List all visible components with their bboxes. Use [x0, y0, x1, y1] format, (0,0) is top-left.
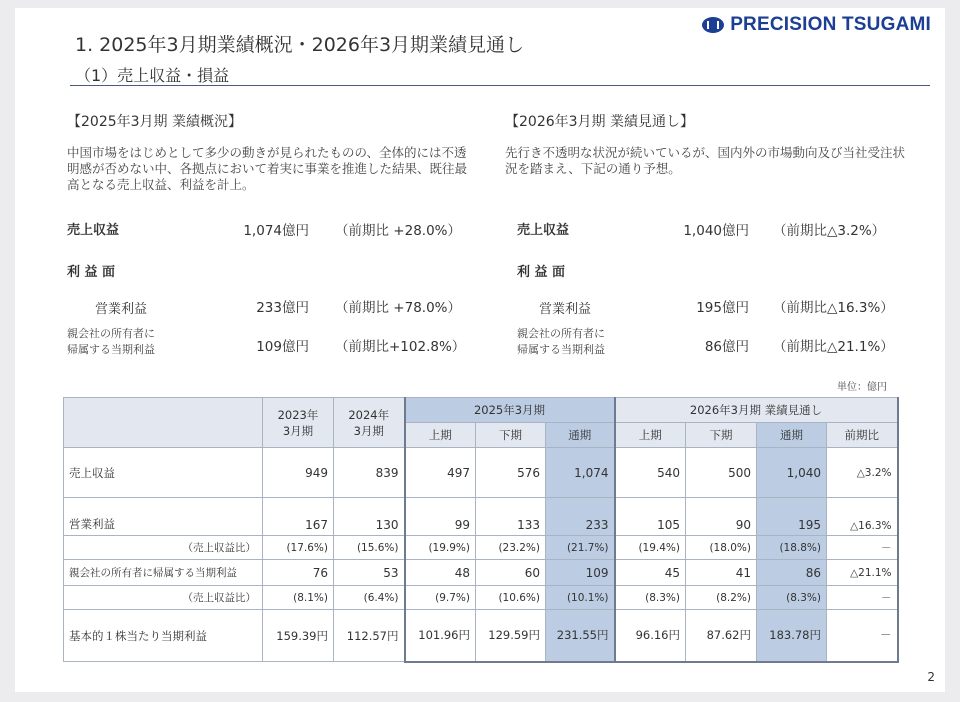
cell: 133: [476, 498, 546, 536]
cell: 497: [405, 448, 476, 498]
cell: (23.2%): [476, 536, 546, 560]
cell: 167: [263, 498, 334, 536]
cell: 159.39円: [263, 610, 334, 662]
cell: (8.3%): [615, 586, 686, 610]
cell: 540: [615, 448, 686, 498]
right-net-cmp: （前期比△21.1%）: [773, 339, 894, 355]
row-label: （売上収益比）: [64, 536, 263, 560]
left-profit-heading: 利 益 面: [67, 265, 116, 280]
row-label: 親会社の所有者に帰属する当期利益: [64, 560, 263, 586]
cell: 1,074: [546, 448, 615, 498]
page-title: 1. 2025年3月期業績概況・2026年3月期業績見通し: [75, 34, 525, 56]
header-2024-line1: 2024年: [348, 407, 390, 422]
header-2023-line2: 3月期: [282, 423, 314, 438]
page-subtitle: （1）売上収益・損益: [75, 66, 230, 85]
cell: 60: [476, 560, 546, 586]
table-row: [64, 560, 898, 586]
cell: (10.6%): [476, 586, 546, 610]
unit-label: 単位：億円: [837, 382, 887, 393]
cell: △21.1%: [827, 560, 898, 586]
cell: －: [827, 536, 898, 560]
cell: 129.59円: [476, 610, 546, 662]
logo-text: PRECISION TSUGAMI: [730, 14, 931, 35]
cell: (15.6%): [334, 536, 405, 560]
cell: (21.7%): [546, 536, 615, 560]
table-row: [64, 498, 898, 536]
left-net-label-line1: 親会社の所有者に: [67, 327, 155, 340]
header-2025-full: 通期: [546, 423, 615, 448]
cell: (18.0%): [686, 536, 757, 560]
cell: (6.4%): [334, 586, 405, 610]
cell: 96.16円: [615, 610, 686, 662]
header-2026-full: 通期: [757, 423, 827, 448]
cell: 105: [615, 498, 686, 536]
cell: (17.6%): [263, 536, 334, 560]
cell: 576: [476, 448, 546, 498]
cell: 1,040: [757, 448, 827, 498]
left-net-label-line2: 帰属する当期利益: [67, 343, 155, 356]
left-sales-label: 売上収益: [67, 223, 120, 238]
cell: 87.62円: [686, 610, 757, 662]
right-heading: 【2026年3月期 業績見通し】: [505, 114, 694, 130]
table-header-row-1: [64, 398, 898, 423]
row-label: （売上収益比）: [64, 586, 263, 610]
cell: 86: [757, 560, 827, 586]
right-net-value: 86億円: [704, 339, 749, 355]
cell: (8.2%): [686, 586, 757, 610]
cell: 99: [405, 498, 476, 536]
header-2023-line1: 2023年: [277, 407, 319, 422]
right-profit-heading: 利 益 面: [517, 265, 566, 280]
header-empty-cell: [64, 398, 263, 448]
logo-icon: [702, 17, 724, 33]
left-sales-value: 1,074億円: [243, 223, 309, 239]
row-label: 基本的１株当たり当期利益: [64, 610, 263, 662]
header-2026-h1: 上期: [615, 423, 686, 448]
right-op-cmp: （前期比△16.3%）: [773, 300, 894, 316]
left-net-cmp: （前期比+102.8%）: [335, 339, 466, 355]
cell: △16.3%: [827, 498, 898, 536]
cell: 41: [686, 560, 757, 586]
left-net-value: 109億円: [256, 339, 309, 355]
cell: 130: [334, 498, 405, 536]
cell: (19.9%): [405, 536, 476, 560]
cell: 109: [546, 560, 615, 586]
cell: 231.55円: [546, 610, 615, 662]
cell: 500: [686, 448, 757, 498]
cell: 112.57円: [334, 610, 405, 662]
cell: (8.3%): [757, 586, 827, 610]
cell: 45: [615, 560, 686, 586]
left-sales-cmp: （前期比 +28.0%）: [335, 223, 461, 239]
cell: －: [827, 610, 898, 662]
cell: 53: [334, 560, 405, 586]
row-label: 売上収益: [64, 448, 263, 498]
right-sales-label: 売上収益: [517, 223, 570, 238]
header-2023: [263, 398, 334, 448]
cell: (19.4%): [615, 536, 686, 560]
page-number: 2: [927, 670, 935, 684]
cell: 839: [334, 448, 405, 498]
right-net-label-line1: 親会社の所有者に: [517, 327, 605, 340]
left-heading: 【2025年3月期 業績概況】: [67, 114, 242, 130]
left-op-value: 233億円: [256, 300, 309, 316]
header-2025-h1: 上期: [405, 423, 476, 448]
right-op-value: 195億円: [696, 300, 749, 316]
table-row: [64, 610, 898, 662]
cell: 195: [757, 498, 827, 536]
header-2025-group: 2025年3月期: [405, 398, 615, 423]
right-sales-value: 1,040億円: [683, 223, 749, 239]
title-divider: [70, 85, 930, 86]
cell: △3.2%: [827, 448, 898, 498]
header-2026-h2: 下期: [686, 423, 757, 448]
cell: 949: [263, 448, 334, 498]
results-table: [63, 397, 899, 663]
left-paragraph: 中国市場をはじめとして多少の動きが見られたものの、全体的には不透明感が否めない中、各拠点において着実に事業を推進した結果、既往最高となる売上収益、利益を計上。: [67, 145, 468, 192]
cell: 90: [686, 498, 757, 536]
slide: [15, 8, 945, 692]
company-logo: [702, 14, 931, 36]
cell: (10.1%): [546, 586, 615, 610]
header-2025-h2: 下期: [476, 423, 546, 448]
table-row: [64, 586, 898, 610]
right-net-label-line2: 帰属する当期利益: [517, 343, 605, 356]
left-op-label: 営業利益: [95, 302, 148, 317]
table-row: [64, 448, 898, 498]
header-2024: [334, 398, 405, 448]
cell: 48: [405, 560, 476, 586]
right-paragraph: 先行き不透明な状況が続いているが、国内外の市場動向及び当社受注状況を踏まえ、下記の通り予想。: [505, 145, 906, 176]
left-op-cmp: （前期比 +78.0%）: [335, 300, 461, 316]
cell: －: [827, 586, 898, 610]
cell: (9.7%): [405, 586, 476, 610]
header-2026-yoy: 前期比: [827, 423, 898, 448]
header-2026-group: 2026年3月期 業績見通し: [615, 398, 898, 423]
right-op-label: 営業利益: [539, 302, 592, 317]
cell: (8.1%): [263, 586, 334, 610]
cell: 233: [546, 498, 615, 536]
left-net-label: [67, 326, 197, 358]
cell: (18.8%): [757, 536, 827, 560]
cell: 101.96円: [405, 610, 476, 662]
cell: 183.78円: [757, 610, 827, 662]
table-row: [64, 536, 898, 560]
header-2024-line2: 3月期: [353, 423, 384, 438]
right-net-label: [517, 326, 647, 358]
row-label: 営業利益: [64, 498, 263, 536]
right-sales-cmp: （前期比△3.2%）: [773, 223, 886, 239]
cell: 76: [263, 560, 334, 586]
